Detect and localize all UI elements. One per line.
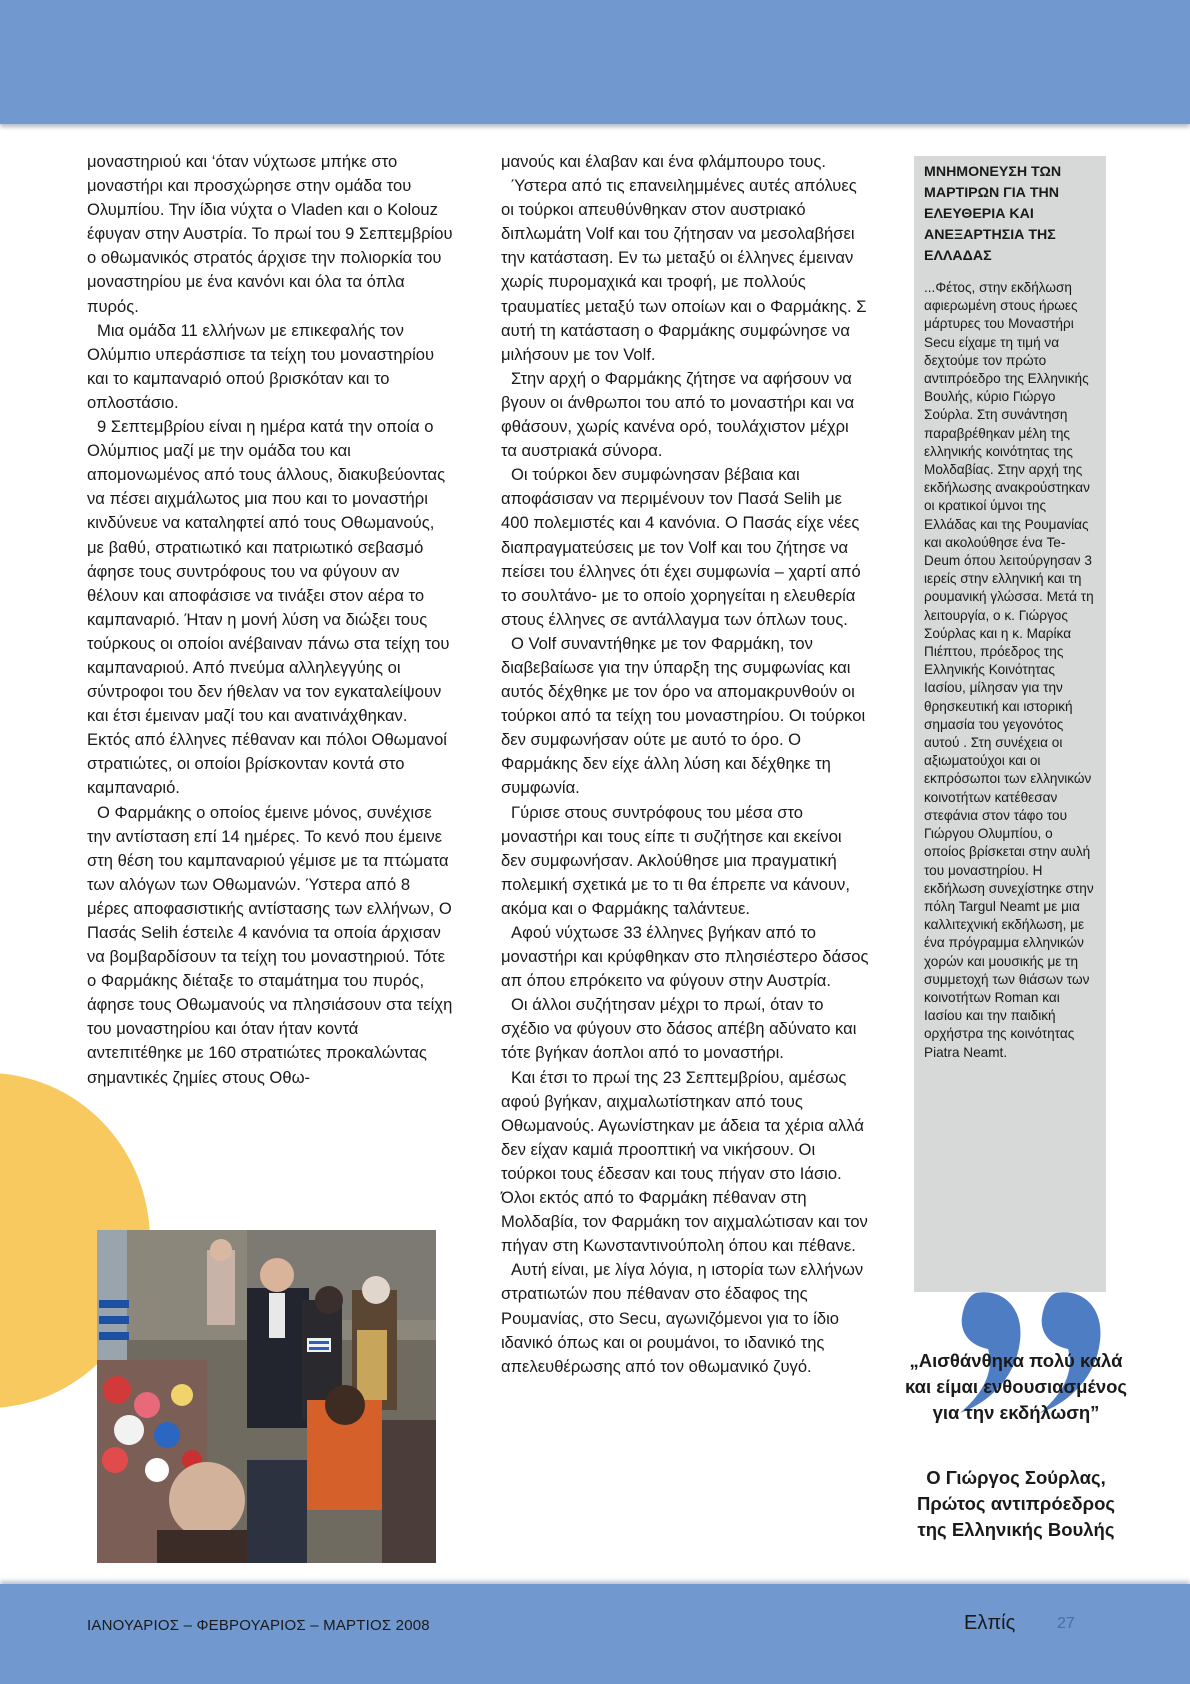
page-number: 27 xyxy=(1057,1615,1075,1632)
article-column-2 xyxy=(501,150,869,1379)
magazine-name: Ελπίς xyxy=(964,1612,1016,1634)
sidebar-title: ΜΝΗΜΟΝΕΥΣΗ ΤΩΝ ΜΑΡΤΙΡΩΝ ΓΙΑ ΤΗΝ ΕΛΕΥΘΕΡΙΑ ΚΑΙ ΑΝΕΞΑΡΤΗΣΙΑ ΤΗΣ ΕΛΛΑΔΑΣ xyxy=(924,164,1062,264)
paragraph: Οι άλλοι συζήτησαν μέχρι το πρωί, όταν το σχέδιο να φύγουν στο δάσος απέβη αδύνατο και τότε βγήκαν άοπλοι από το μοναστήρι. xyxy=(501,995,857,1063)
pull-quote: „Αισθάνθηκα πολύ καλά και είμαι ενθουσιασμένος για την εκδήλωση” xyxy=(904,1350,1128,1423)
paragraph: Και έτσι το πρωί της 23 Σεπτεμβρίου, αμέσως αφού βγήκαν, αιχμαλωτίστηκαν από τους Οθωμανούς. Αγωνίστηκαν με άδεια τα χέρια αλλά δεν είχαν καμιά προοπτική να νικήσουν. Οι τούρκοι τους έδεσαν και τους πήγαν στο Ιάσιο. Όλοι εκτός από το Φαρμάκη πέθαναν στη Μολδαβία, τον Φαρμάκη τον αιχμαλώτισαν και τον πήγαν στη Κωνσταντινούπολη όπου και πέθανε. xyxy=(501,1067,868,1256)
header-band xyxy=(0,0,1190,124)
quote-author-line: Πρώτος αντιπρόεδρος xyxy=(916,1493,1116,1514)
article-column-1 xyxy=(87,150,455,1090)
paragraph: Ύστερα από τις επανειλημμένες αυτές απόλυες οι τούρκοι απευθύνθηκαν στον αυστριακό διπλωμάτη Volf και του ζήτησαν να μεσολαβήσει την κατάσταση. Εν τω μεταξύ οι έλληνες έμειναν χωρίς πυρομαχικά και τροφή, με πολλούς τραυματίες μεταξύ των οποίων και ο Φαρμάκης. Σ αυτή τη κατάσταση ο Φαρμάκης συμφώνησε να μιλήσουν με τον Volf. xyxy=(501,176,867,364)
paragraph: Αυτή είναι, με λίγα λόγια, η ιστορία των ελλήνων στρατιωτών που πέθαναν στο έδαφος της Ρουμανίας, στο Secu, αγωνιζόμενοι για το ίδιο ιδανικό όπως και οι ρουμάνοι, το ιδανικό της απελευθέρωσης από τον οθωμανικό ζυγό. xyxy=(501,1260,864,1376)
quote-author-line: Ο Γιώργος Σούρλας, xyxy=(926,1467,1106,1488)
ceremony-photo xyxy=(97,1230,436,1563)
paragraph: Ο Φαρμάκης ο οποίος έμεινε μόνος, συνέχισε την αντίσταση επί 14 ημέρες. Το κενό που έμεινε στη θέση του καμπαναριού γέμισε με τα πτώματα των αλόγων των Οθωμανών. Ύστερα από 8 μέρες αποφασιστικής αντίστασης των ελλήνων, Ο Πασάς Selih έστειλε 4 κανόνια τα οποία άρχισαν να βομβαρδίσουν τα τείχη του μοναστηριού. Τότε ο Φαρμάκης διέταξε το σταμάτημα του πυρός, άφησε τους Οθωμανούς να πλησιάσουν στα τείχη του μοναστηρίου και όταν ήταν κοντά αντεπιτέθηκε με 160 στρατιώτες προκαλώντας σημαντικές ζημίες στους Οθω- xyxy=(87,802,453,1087)
paragraph: Αφού νύχτωσε 33 έλληνες βγήκαν από το μοναστήρι και κρύφθηκαν στο πλησιέστερο δάσος απ όπου επρόκειτο να φύγουν στην Αυστρία. xyxy=(501,923,869,991)
ceremony-photo-image xyxy=(97,1230,436,1563)
quote-author-line: της Ελληνικής Βουλής xyxy=(917,1519,1115,1540)
paragraph: μοναστηριού και ‘όταν νύχτωσε μπήκε στο μοναστήρι και προσχώρησε στην ομάδα του Ολυμπίου. Την ίδια νύχτα ο Vladen και ο Kolouz έφυγαν στην Αυστρία. Το πρωί του 9 Σεπτεμβρίου ο οθωμανικός στρατός άρχισε την πολιορκία του μοναστηρίου με ένα κανόνι και όλα τα όπλα πυρός. xyxy=(87,152,453,316)
paragraph: μανούς και έλαβαν και ένα φλάμπουρο τους. xyxy=(501,152,826,171)
sidebar-text: ...Φέτος, στην εκδήλωση αφιερωμένη στους ήρωες μάρτυρες του Μοναστήρι Secu είχαμε τη τιμή να δεχτούμε τον πρώτο αντιπρόεδρο της Ελληνικής Βουλής, κύριο Γιώργο Σούρλα. Στη συνάντηση παραβρέθηκαν μέλη της ελληνικής κοινότητας της Μολδαβίας. Στην αρχή της εκδήλωσης ανακρούστηκαν οι κρατικοί ύμνοι της Ελλάδας και της Ρουμανίας και ακολούθησε ένα Te-Deum όπου λειτούργησαν 3 ιερείς στην ελληνική και τη ρουμανική γλώσσα. Μετά τη λειτουργία, ο κ. Γιώργος Σούρλας και η κ. Μαρίκα Πιέπτου, πρόεδρος της Ελληνικής Κοινότητας Ιασίου, μίλησαν για την θρησκευτική και ιστορική σημασία του γεγονότος αυτού . Στη συνέχεια οι αξιωματούχοι και οι εκπρόσωποι των ελληνικών κοινοτήτων κατέθεσαν στεφάνια στον τάφο του Γιώργου Ολυμπίου, ο οποίος βρίσκεται στην αυλή του μοναστηρίου. Η εκδήλωση συνεχίστηκε στην πόλη Targul Neamt με μια καλλιτεχνική εκδήλωση, με ένα πρόγραμμα ελληνικών χορών και μουσικής με τη συμμετοχή των θιάσων των κοινοτήτων Roman και Ιασίου και την παιδική ορχήστρα της κοινότητας Piatra Neamt. xyxy=(924,280,1094,1060)
paragraph: Στην αρχή ο Φαρμάκης ζήτησε να αφήσουν να βγουν οι άνθρωποι του από το μοναστήρι και να φθάσουν, χωρίς κανένα ορό, τουλάχιστον μέχρι τα αυστριακά σύνορα. xyxy=(501,368,855,461)
paragraph: Γύρισε στους συντρόφους του μέσα στο μοναστήρι και τους είπε τι συζήτησε και εκείνοι δεν συμφωνήσαν. Ακλούθησε μια πραγματική πολεμική σχετικά με το τι θα έπρεπε να κάνουν, ακόμα και ο Φαρμάκης ταλάντευε. xyxy=(501,802,850,918)
issue-date: ΙΑΝΟΥΑΡΙΟΣ – ΦΕΒΡΟΥΑΡΙΟΣ – ΜΑΡΤΙΟΣ 2008 xyxy=(87,1617,430,1634)
sidebar-box xyxy=(914,156,1106,1292)
paragraph: Μια ομάδα 11 ελλήνων με επικεφαλής τον Ολύμπιο υπεράσπισε τα τείχη του μοναστηρίου και το καμπαναριό οπού βρισκόταν και το οπλοστάσιο. xyxy=(87,320,435,412)
quote-author xyxy=(896,1465,1136,1543)
paragraph: 9 Σεπτεμβρίου είναι η ημέρα κατά την οποία ο Ολύμπιος μαζί με την ομάδα του και απομονωμένος από τους άλλους, διακυβεύοντας να πέσει αιχμάλωτος μια που και το μοναστήρι κινδύνευε να καταληφτεί από τους Οθωμανούς, με βαθύ, στρατιωτικό και πατριωτικό σεβασμό άφησε τους συντρόφους του να φύγουν αν θέλουν και αποφάσισε να τινάξει στον αέρα το καμπαναριό. Ήταν η μονή λύση να διώξει τους τούρκους οι οποίοι ανέβαιναν πάνω στα τείχη του καμπαναριού. Από πνεύμα αλληλεγγύης οι σύντροφοι του δεν ήθελαν να τον εγκαταλείψουν και έτσι έμειναν μαζί του και ανατινάχθηκαν. Εκτός από έλληνες πέθαναν και πόλοι Οθωμανοί στρατιώτες, οι οποίοι βρίσκονταν κοντά στο καμπαναριό. xyxy=(87,417,450,798)
paragraph: Ο Volf συναντήθηκε με τον Φαρμάκη, τον διαβεβαίωσε για την ύπαρξη της συμφωνίας και αυτός δέχθηκε με τον όρο να απομακρυνθούν οι τούρκοι από τα τείχη του μοναστηρίου. Οι τούρκοι δεν συμφωνήσαν ούτε με αυτό το όρο. Ο Φαρμάκης δεν είχε άλλη λύση και δέχθηκε τη συμφωνία. xyxy=(501,633,866,798)
paragraph: Οι τούρκοι δεν συμφώνησαν βέβαια και αποφάσισαν να περιμένουν τον Πασά Selih με 400 πολεμιστές και 4 κανόνια. Ο Πασάς είχε νέες διαπραγματεύσεις με τον Volf και του ζήτησε να πείσει του έλληνες ότι έχει συμφωνία – χαρτί από το σουλτάνο- με το οποίο χορηγείται η ελευθερία στους έλληνες σε αντάλλαγμα των όπλων τους. xyxy=(501,465,861,629)
